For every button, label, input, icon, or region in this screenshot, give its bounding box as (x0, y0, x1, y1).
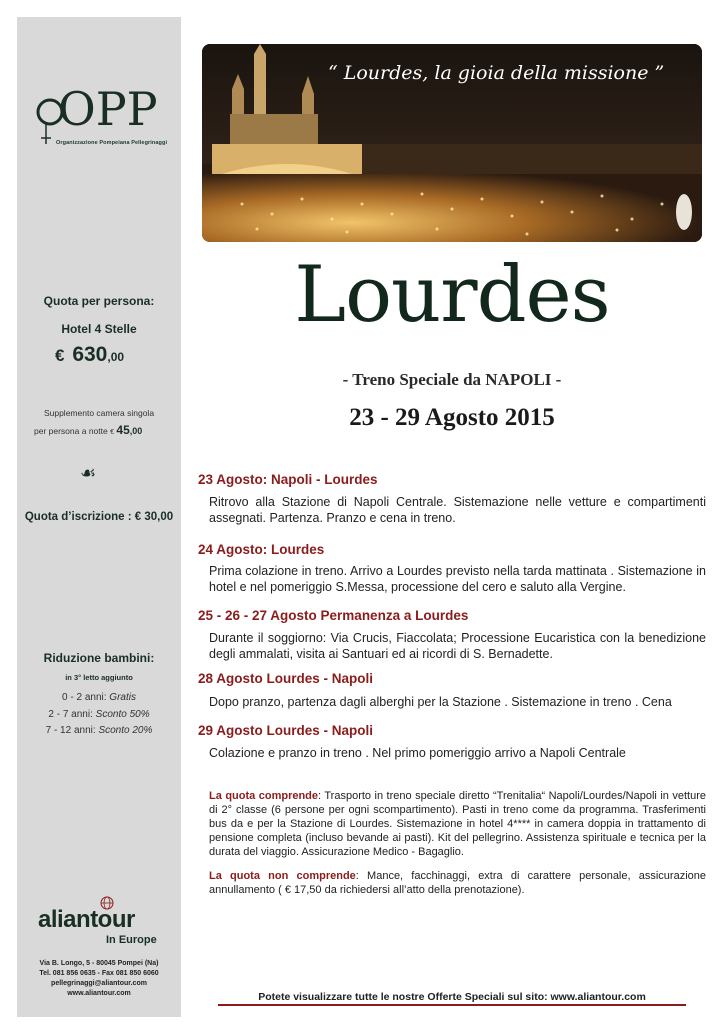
logo-subtitle: Organizzazione Pompeiana Pellegrinaggi (56, 140, 168, 146)
contact-email[interactable]: pellegrinaggi@aliantour.com (51, 980, 147, 987)
riduzione-value: Sconto 20% (98, 725, 153, 736)
quota-non-comprende (209, 869, 706, 897)
riduzione-title: Riduzione bambini: (43, 651, 155, 665)
day-title: 24 Agosto: Lourdes (198, 542, 325, 557)
trip-dates: 23 - 29 Agosto 2015 (349, 404, 555, 431)
comprende-text: : Trasporto in treno speciale diretto “Trenitalia“ Napoli/Lourdes/Napoli in vetture di 2° classe (6 persone per ogni scompartimento). Pasti in treno come da programma. Trasferimenti bus da e per la Stazione di Lourdes. Sistemazione in hotel 4**** in camera doppia in trattamento di pensione completa (incluso bevande ai pasti). Kit del pellegrino. Assistenza spirituale e tecnica per la durata del viaggio. Assicurazione Medico - Bagaglio. (209, 790, 706, 858)
riduzione-value: Sconto 50% (95, 709, 150, 720)
day-title: 25 - 26 - 27 Agosto Permanenza a Lourdes (198, 608, 469, 623)
comprende-label: La quota comprende (209, 790, 319, 802)
agency-subtitle: In Europe (106, 934, 157, 946)
day-body: Colazione e pranzo in treno . Nel primo pomeriggio arrivo a Napoli Centrale (209, 746, 626, 760)
hotel-label: Hotel 4 Stelle (61, 322, 137, 336)
supplement-main: 45 (116, 423, 130, 437)
price-main: 630 (72, 343, 108, 366)
day-title: 28 Agosto Lourdes - Napoli (198, 671, 374, 686)
riduzione-age: 7 - 12 anni: (45, 725, 96, 736)
footer-text[interactable]: Potete visualizzare tutte le nostre Offerte Speciali sul sito: www.aliantour.com (258, 991, 646, 1003)
price-currency: € (55, 346, 65, 365)
riduzione-value: Gratis (109, 692, 136, 703)
day-title: 29 Agosto Lourdes - Napoli (198, 723, 374, 738)
non-comprende-text: : Mance, facchinaggi, extra di carattere personale, assicurazione annullamento ( € 17,50 da richiedersi all’atto della prenotazione). (209, 870, 706, 896)
agency-logo: aliantour (38, 906, 135, 933)
non-comprende-label: La quota non comprende (209, 870, 356, 882)
supplement-line2 (34, 423, 142, 437)
supplement-line1: Supplemento camera singola (43, 408, 155, 418)
riduzione-age: 0 - 2 anni: (62, 692, 107, 703)
footer-divider (218, 1004, 686, 1006)
supplement-decimals: ,00 (129, 426, 143, 436)
riduzione-subtitle: in 3° letto aggiunto (65, 673, 133, 682)
supplement-prefix: per persona a notte (34, 426, 108, 436)
contact-website[interactable]: www.aliantour.com (67, 990, 131, 997)
riduzione-age: 2 - 7 anni: (48, 709, 93, 720)
quota-label: Quota per persona: (43, 294, 155, 308)
riduzione-row (17, 692, 181, 703)
page-subtitle: - Treno Speciale da NAPOLI - (342, 370, 562, 389)
quota-comprende (209, 789, 706, 859)
page-title: Lourdes (294, 250, 610, 340)
riduzione-row (17, 725, 181, 736)
day-title: 23 Agosto: Napoli - Lourdes (198, 472, 378, 487)
contact-address: Via B. Longo, 5 - 80045 Pompei (Na) (39, 960, 159, 967)
ornament-icon: ☙ (80, 463, 97, 484)
day-body: Dopo pranzo, partenza dagli alberghi per la Stazione . Sistemazione in treno . Cena (209, 695, 672, 709)
day-body: Ritrovo alla Stazione di Napoli Centrale. Sistemazione nelle vetture e compartimenti assegnati. Partenza. Pranzo e cena in treno. (209, 495, 706, 525)
header-quote: “ Lourdes, la gioia della missione ” (328, 62, 665, 84)
day-body: Prima colazione in treno. Arrivo a Lourdes previsto nella tarda mattinata . Sistemazione in hotel e nel pomeriggio S.Messa, processione del cero e saluto alla Vergine. (209, 564, 706, 594)
supplement-currency: € (110, 429, 115, 436)
contact-phone: Tel. 081 856 0635 - Fax 081 850 6060 (39, 970, 159, 977)
price (55, 343, 124, 367)
day-body: Durante il soggiorno: Via Crucis, Fiaccolata; Processione Eucaristica con la benedizione degli ammalati, visita ai Santuari ed ai ricordi di S. Bernadette. (209, 631, 706, 661)
logo-text: OPP (58, 82, 158, 136)
riduzione-row (17, 709, 181, 720)
price-decimals: ,00 (107, 350, 125, 364)
iscrizione-fee: Quota d’iscrizione : € 30,00 (24, 511, 174, 523)
